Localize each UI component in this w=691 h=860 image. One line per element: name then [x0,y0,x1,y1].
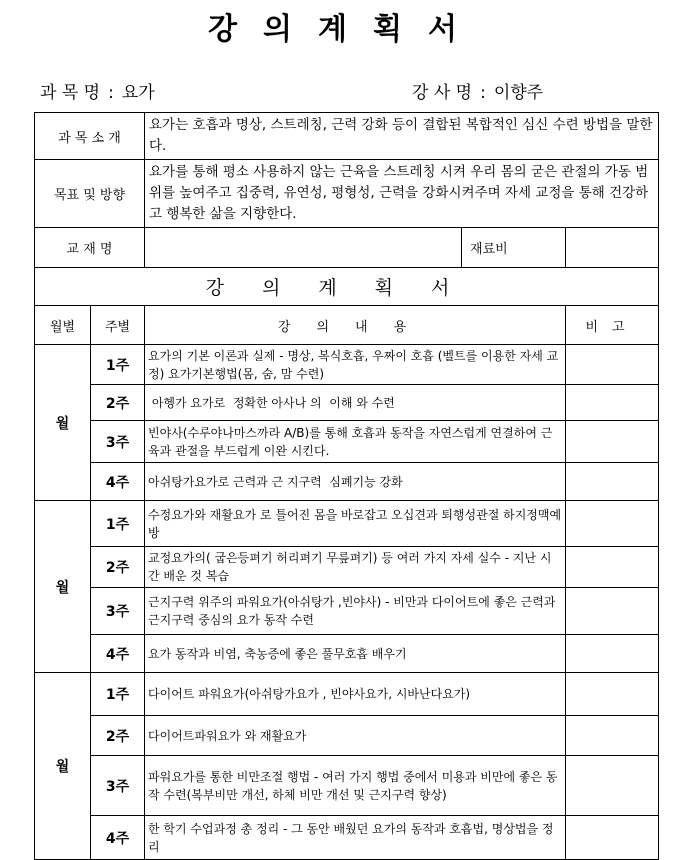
month-cell: 월 [35,345,91,501]
instructor-sep: : [480,83,486,103]
goal-text: 요가를 통해 평소 사용하지 않는 근육을 스트레칭 시켜 우리 몸의 굳은 관절의 가동 범위를 높여주고 집중력, 유연성, 평형성, 근력을 강화시켜주며 자세 교정을 통해 건강하고 행복한 삶을 지향한다. [145,160,659,228]
table-row [35,547,659,588]
instructor-line [412,78,543,103]
content-cell: 한 학기 수업과정 총 정리 - 그 동안 배웠던 요가의 동작과 호흡법, 명상법을 정리 [145,816,566,860]
table-row [35,673,659,716]
table-row [35,421,659,463]
content-cell: 다이어트 파워요가(아쉬탕가요가 , 빈야사요가, 시바난다요가) [145,673,566,716]
intro-label: 과 목 소 개 [35,113,145,160]
week-cell: 2주 [91,385,145,421]
week-cell: 4주 [91,463,145,501]
document-title: 강의계획서 [208,12,483,47]
table-row [35,501,659,547]
header-month: 월별 [35,306,91,345]
section-title-row [35,268,659,306]
section-title: 강의계획서 [35,268,659,306]
week-cell: 3주 [91,588,145,635]
week-cell: 4주 [91,635,145,673]
week-cell: 1주 [91,673,145,716]
content-cell: 파워요가를 통한 비만조절 행법 - 여러 가지 행법 중에서 미용과 비만에 좋은 동작 수련(복부비만 개선, 하체 비만 개선 및 근지구력 향상) [145,756,566,816]
note-cell [566,385,659,421]
month-cell: 월 [35,673,91,860]
note-cell [566,716,659,756]
week-cell: 3주 [91,756,145,816]
course-value: 요가 [121,83,155,103]
week-cell: 2주 [91,547,145,588]
textbook-label: 교 재 명 [35,228,145,268]
material-fee-label: 재료비 [462,228,566,268]
goal-row [35,160,659,228]
note-cell [566,547,659,588]
intro-row [35,113,659,160]
content-cell: 요가의 기본 이론과 실제 - 명상, 복식호흡, 우짜이 호흡 (벨트를 이용한 자세 교정) 요가기본행법(몸, 숨, 맘 수련) [145,345,566,385]
course-label: 과 목 명 [40,83,101,103]
material-fee-value [566,228,659,268]
syllabus-table [34,112,659,860]
note-cell [566,756,659,816]
content-cell: 아헹가 요가로 정확한 아사나 의 이해 와 수련 [145,385,566,421]
note-cell [566,673,659,716]
week-cell: 1주 [91,345,145,385]
content-cell: 교정요가의( 굽은등펴기 허리펴기 무릎펴기) 등 여러 가지 자세 실수 - 지난 시간 배운 것 복습 [145,547,566,588]
table-row [35,345,659,385]
header-note: 비고 [566,306,659,345]
header-week: 주별 [91,306,145,345]
textbook-value [145,228,462,268]
course-line [40,78,155,103]
header-row [35,306,659,345]
intro-text: 요가는 호흡과 명상, 스트레칭, 근력 강화 등이 결합된 복합적인 심신 수련 방법을 말한다. [145,113,659,160]
note-cell [566,588,659,635]
content-cell: 수정요가와 재활요가 로 틀어진 몸을 바로잡고 오십견과 퇴행성관절 하지정맥예방 [145,501,566,547]
week-cell: 2주 [91,716,145,756]
header-content: 강의내용 [145,306,566,345]
note-cell [566,501,659,547]
week-cell: 3주 [91,421,145,463]
note-cell [566,421,659,463]
content-cell: 다이어트파워요가 와 재활요가 [145,716,566,756]
content-cell: 근지구력 위주의 파워요가(아쉬탕가 ,빈야사) - 비만과 다이어트에 좋은 근력과 근지구력 중심의 요가 동작 수련 [145,588,566,635]
instructor-value: 이향주 [493,83,544,103]
content-cell: 빈야사(수루야나마스까라 A/B)를 통해 호흡과 동작을 자연스럽게 연결하여 근육과 관절을 부드럽게 이완 시킨다. [145,421,566,463]
week-cell: 4주 [91,816,145,860]
week-cell: 1주 [91,501,145,547]
table-row [35,463,659,501]
goal-label: 목표 및 방향 [35,160,145,228]
table-row [35,756,659,816]
table-row [35,588,659,635]
content-cell: 아쉬탕가요가로 근력과 근 지구력 심폐기능 강화 [145,463,566,501]
table-row [35,635,659,673]
note-cell [566,463,659,501]
note-cell [566,345,659,385]
table-row [35,816,659,860]
table-row [35,716,659,756]
course-sep: : [108,83,114,103]
table-row [35,385,659,421]
note-cell [566,816,659,860]
note-cell [566,635,659,673]
instructor-label: 강 사 명 [412,83,473,103]
content-cell: 요가 동작과 비염, 축농증에 좋은 풀무호흡 배우기 [145,635,566,673]
month-cell: 월 [35,501,91,673]
textbook-row [35,228,659,268]
